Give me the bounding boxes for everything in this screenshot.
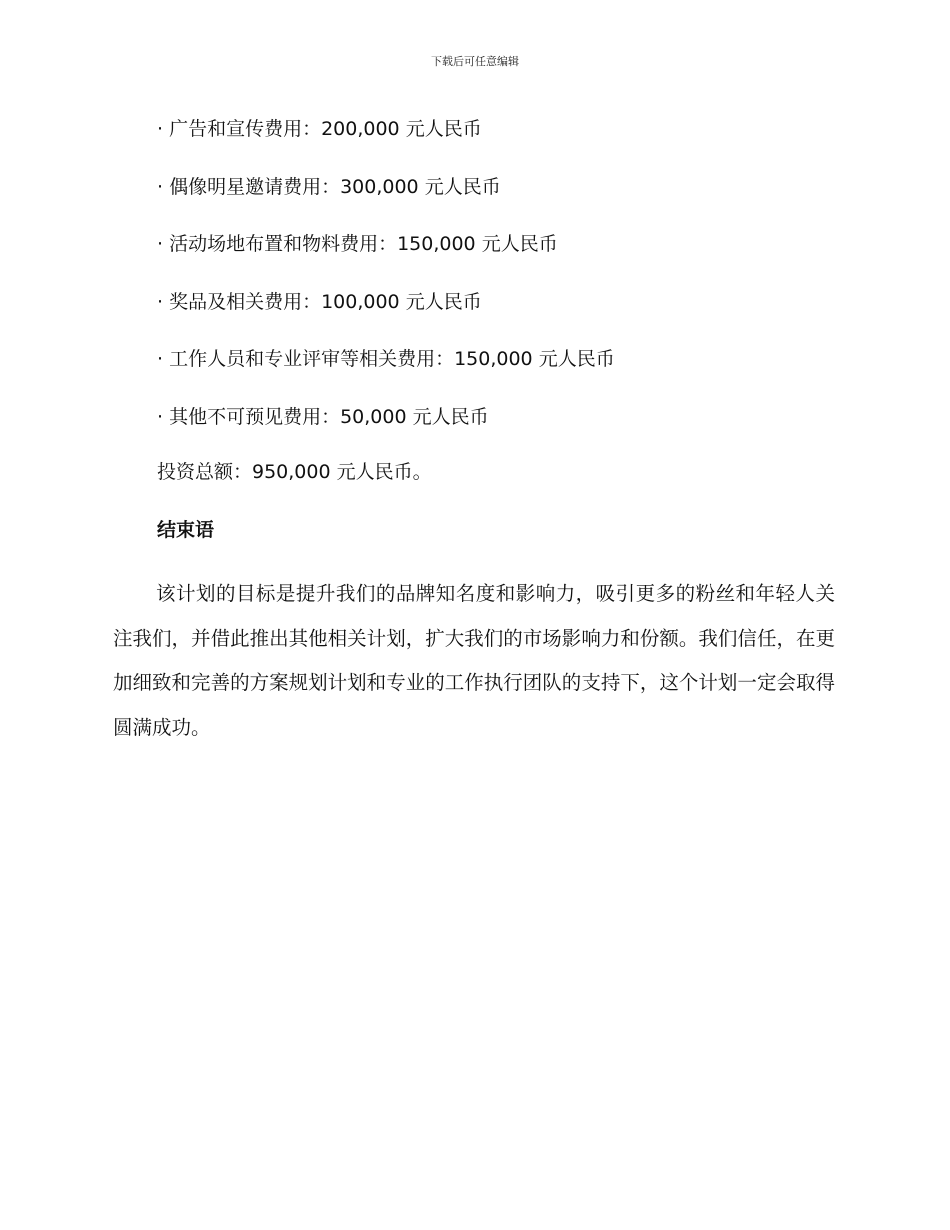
budget-item-venue: · 活动场地布置和物料费用：150,000 元人民币: [157, 233, 558, 255]
budget-item-other: · 其他不可预见费用：50,000 元人民币: [157, 405, 489, 428]
budget-item-prizes: · 奖品及相关费用：100,000 元人民币: [157, 290, 482, 313]
page-header: 下载后可任意编辑: [431, 55, 519, 68]
budget-item-staff: · 工作人员和专业评审等相关费用：150,000 元人民币: [157, 348, 615, 370]
budget-item-celebrity: · 偶像明星邀请费用：300,000 元人民币: [157, 175, 501, 198]
conclusion-heading: 结束语: [157, 519, 215, 541]
budget-total: 投资总额：950,000 元人民币。: [157, 461, 432, 483]
budget-list: [157, 114, 615, 459]
budget-item-advertising: · 广告和宣传费用：200,000 元人民币: [157, 118, 482, 140]
conclusion-paragraph: 该计划的目标是提升我们的品牌知名度和影响力，吸引更多的粉丝和年轻人关注我们，并借此推出其他相关计划，扩大我们的市场影响力和份额。我们信任，在更加细致和完善的方案规划计划和专业的工作执行团队的支持下，这个计划一定会取得圆满成功。: [113, 582, 835, 739]
